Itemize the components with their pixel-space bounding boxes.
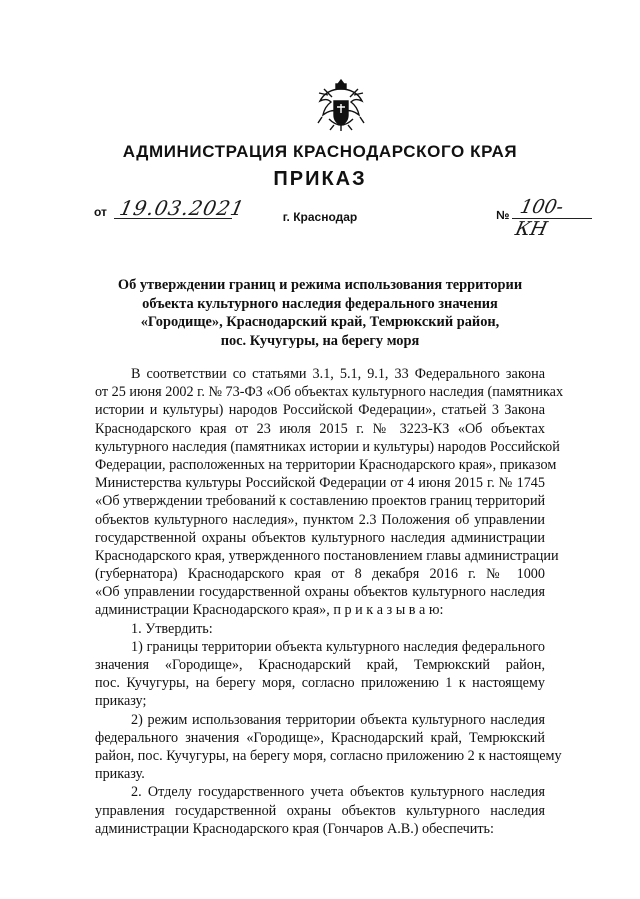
- body-line: 2. Отделу государственного учета объектов культурного наследия: [131, 784, 545, 801]
- body-line: Федерации, расположенных на территории Краснодарского края», приказом: [95, 456, 557, 473]
- body-line: приказу.: [95, 766, 145, 783]
- body-line: Министерства культуры Российской Федерации от 4 июня 2015 г. № 1745: [95, 475, 545, 492]
- body-line: управления государственной охраны объектов культурного наследия: [95, 802, 545, 819]
- body-line: В соответствии со статьями 3.1, 5.1, 9.1, 33 Федерального закона: [131, 366, 545, 382]
- city-name: г. Краснодар: [282, 210, 358, 224]
- body-line: объектов культурного наследия», пунктом 2.3 Положения об управлении: [95, 511, 545, 528]
- body-line: государственной охраны объектов культурного наследия администрации: [95, 529, 545, 546]
- body-line: значения «Городище», Краснодарский край, Темрюкский район,: [95, 657, 545, 673]
- organization-name: АДМИНИСТРАЦИЯ КРАСНОДАРСКОГО КРАЯ: [122, 142, 518, 161]
- handwritten-date: 19.03.2021: [117, 196, 248, 220]
- body-line: район, пос. Кучугуры, на берегу моря, согласно приложению 2 к настоящему: [95, 747, 562, 764]
- body-line: федерального значения «Городище», Краснодарский край, Темрюкский: [95, 729, 545, 746]
- body-line: 2) режим использования территории объекта культурного наследия: [131, 711, 545, 728]
- document-type: ПРИКАЗ: [273, 168, 367, 190]
- body-line: культурного наследия (памятниках истории и культуры) народов Российской: [95, 438, 560, 455]
- body-line: пос. Кучугуры, на берегу моря, согласно приложению 1 к настоящему: [95, 675, 545, 692]
- title-line: «Городище», Краснодарский край, Темрюкский район,: [140, 314, 500, 330]
- date-label: от: [94, 205, 107, 219]
- body-line: 1) границы территории объекта культурного наследия федерального: [131, 638, 545, 655]
- body-line: приказу;: [95, 693, 147, 710]
- body-line: администрации Краснодарского края», п р и к а з ы в а ю:: [95, 602, 444, 619]
- handwritten-number: 100-КН: [513, 196, 566, 240]
- document-title: [94, 276, 546, 350]
- body-line: «Об утверждении требований к составлению проектов границ территорий: [95, 493, 546, 510]
- body-line: Краснодарского края, утвержденного постановлением главы администрации: [95, 547, 559, 564]
- document-meta-row: [94, 196, 566, 240]
- body-line: (губернатора) Краснодарского края от 8 декабря 2016 г. № 1000: [95, 566, 545, 583]
- body-line: от 25 июня 2002 г. № 73-ФЗ «Об объектах культурного наследия (памятниках: [95, 384, 564, 401]
- title-line: пос. Кучугуры, на берегу моря: [220, 332, 420, 349]
- title-line: объекта культурного наследия федерального значения: [142, 295, 498, 312]
- document-body: [95, 365, 564, 838]
- body-line: «Об управлении государственной охраны объектов культурного наследия: [95, 584, 545, 601]
- body-line: администрации Краснодарского края (Гончаров А.В.) обеспечить:: [95, 820, 494, 837]
- body-line: истории и культуры) народов Российской Федерации», статьей 3 Закона: [95, 402, 545, 419]
- coat-of-arms-icon: [314, 77, 368, 133]
- title-line: Об утверждении границ и режима использования территории: [117, 277, 523, 293]
- body-line: Краснодарского края от 23 июля 2015 г. № 3223-КЗ «Об объектах: [95, 420, 545, 437]
- body-line: 1. Утвердить:: [131, 620, 213, 637]
- number-label: №: [496, 208, 510, 222]
